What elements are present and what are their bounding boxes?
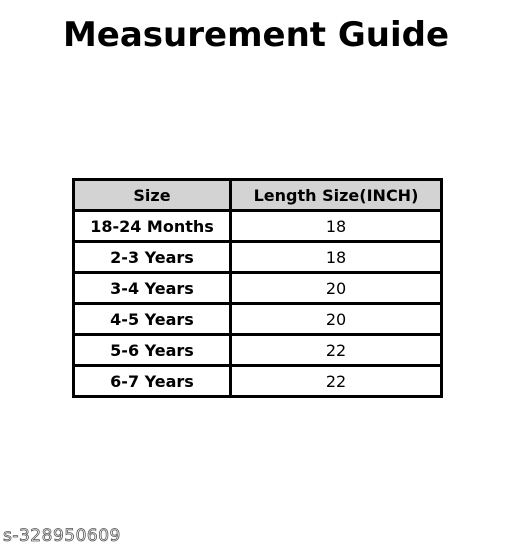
table-row	[74, 211, 442, 242]
size-cell: 4-5 Years	[74, 304, 231, 335]
length-cell: 20	[231, 273, 442, 304]
table-row	[74, 335, 442, 366]
table-header-row	[74, 180, 442, 211]
size-cell: 6-7 Years	[74, 366, 231, 397]
table-row	[74, 366, 442, 397]
size-cell: 2-3 Years	[74, 242, 231, 273]
size-cell: 18-24 Months	[74, 211, 231, 242]
watermark-id: s-328950609	[3, 526, 121, 546]
size-cell: 3-4 Years	[74, 273, 231, 304]
measurement-table	[72, 178, 443, 398]
length-cell: 22	[231, 366, 442, 397]
length-cell: 18	[231, 211, 442, 242]
page-title: Measurement Guide	[62, 15, 450, 55]
column-header-size: Size	[74, 180, 231, 211]
length-cell: 22	[231, 335, 442, 366]
table-row	[74, 304, 442, 335]
table-row	[74, 273, 442, 304]
column-header-length: Length Size(INCH)	[231, 180, 442, 211]
length-cell: 20	[231, 304, 442, 335]
table-row	[74, 242, 442, 273]
length-cell: 18	[231, 242, 442, 273]
size-cell: 5-6 Years	[74, 335, 231, 366]
